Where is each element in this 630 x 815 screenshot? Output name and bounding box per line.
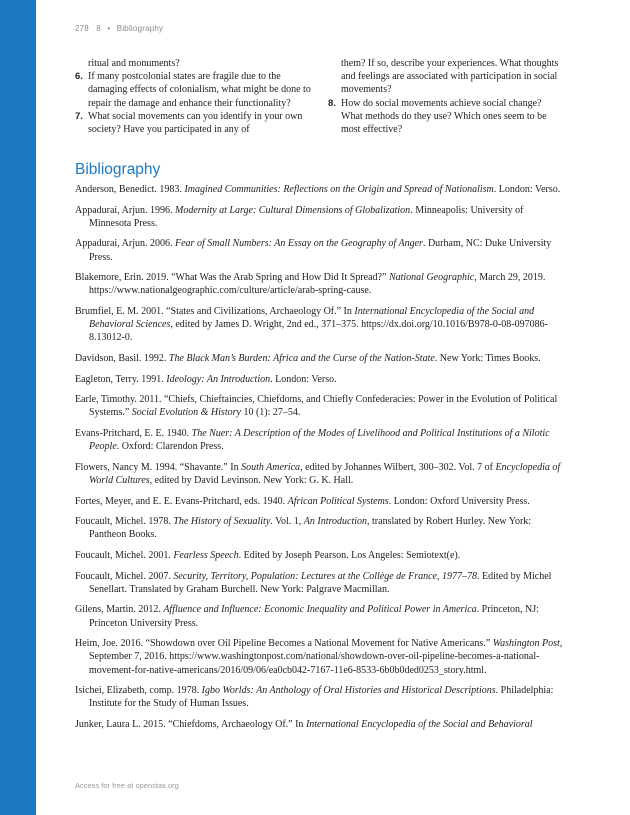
entry-text: . Vol. 1, [270,516,304,528]
entry-text: Foucault, Michel. 2007. [75,570,174,582]
entry-title: The History of Sexuality [173,516,271,528]
entry-title: Social Evolution & History [131,407,241,419]
entry-title: International Encyclopedia of the Social and Behavioral [305,718,533,730]
entry-text: 10 (1): 27–54. [240,407,301,419]
entry-title: An Introduction [303,516,368,528]
entry-text: , edited by Johannes Wilbert, 300–302. Vol. 7 of [300,461,496,473]
entry-text: Junker, Laura L. 2015. “Chiefdoms, Archaeology Of.” In [75,718,306,730]
entry-text: . Oxford: Clarendon Press. [116,441,224,453]
bibliography-entry [75,204,565,230]
question-number: 7. [75,110,83,122]
entry-title: Washington Post [492,638,560,650]
entry-text: . Philadelphia: Institute for the Study of Human Issues. [89,685,554,710]
bibliography-entry [75,718,565,731]
entry-title: Fearless Speech [173,549,239,561]
entry-text: Anderson, Benedict. 1983. [75,184,185,195]
entry-text: , edited by James D. Wright, 2nd ed., 371–375. https://dx.doi.org/10.1016/B978-0-08-097086-8.13012-0. [89,319,548,344]
entry-text: . Edited by Joseph Pearson. Los Angeles: Semiotext(e). [238,549,461,561]
bibliography-entry [75,495,565,508]
bibliography-entry [75,373,565,386]
question-text: What social movements can you identify in your own society? Have you participated in any of [88,110,303,136]
entry-text: . Minneapolis: University of Minnesota Press. [89,204,524,229]
entry-text: . London: Oxford University Press. [388,495,530,507]
header-separator: • [107,24,111,33]
entry-title: Imagined Communities: Reflections on the Origin and Spread of Nationalism [184,184,494,195]
entry-title: Ideology: An Introduction [166,373,271,385]
entry-text: , September 7, 2016. https://www.washingtonpost.com/national/showdown-over-oil-pipeline-becomes-a-national-movement-for-native-americans/2016/09/06/ea0cb042-7167-11e6-8533-6b0b0ded0253_story.html. [89,638,563,676]
page-number: 278 [75,24,89,33]
question-number: 8. [328,97,336,109]
bibliography-entry [75,427,565,453]
bibliography-entry [75,352,565,365]
entry-text: Eagleton, Terry. 1991. [75,373,167,385]
entry-text: . Princeton, NJ: Princeton University Press. [89,604,539,629]
entry-title: Encyclopedia of World Cultures [89,461,561,486]
question-number: 6. [75,71,83,83]
question-item [328,57,565,97]
entry-title: International Encyclopedia of the Social and Behavioral Sciences [89,305,535,331]
entry-text: Evans-Pritchard, E. E. 1940. [75,427,192,439]
question-item [75,57,312,70]
bibliography-entry [75,515,565,541]
bibliography-entry [75,684,565,710]
entry-title: Fear of Small Numbers: An Essay on the Geography of Anger [175,238,423,250]
entry-text: . Edited by Michel Senellart. Translated by Graham Burchell. New York: Palgrave Macmillan. [89,570,552,595]
entry-text: Isichei, Elizabeth, comp. 1978. [75,685,202,697]
entry-text: . New York: Times Books. [434,352,541,364]
bibliography-entry [75,637,565,677]
entry-text: Heim, Joe. 2016. “Showdown over Oil Pipeline Becomes a National Movement for Native Americans.” [75,638,493,650]
entry-title: National Geographic [388,272,475,284]
section-title: Bibliography [116,24,164,33]
entry-text: Blakemore, Erin. 2019. “What Was the Arab Spring and How Did It Spread?” [75,272,389,284]
entry-text: Earle, Timothy. 2011. “Chiefs, Chieftaincies, Chiefdoms, and Chiefly Confederacies: Power in the Evolution of Political Systems.” [75,394,558,419]
entry-title: The Black Man’s Burden: Africa and the Curse of the Nation-State [168,352,435,364]
question-item [75,70,312,110]
entry-text: Appadurai, Arjun. 2006. [75,238,175,250]
entry-text: Gilens, Martin. 2012. [75,604,164,616]
bibliography-entry [75,305,565,345]
entry-title: Security, Territory, Population: Lectures at the Collège de France, 1977–78 [173,570,477,582]
bibliography-heading: Bibliography [75,161,161,178]
question-text: ritual and monuments? [88,58,180,69]
entry-text: , translated by Robert Hurley. New York: Pantheon Books. [89,516,532,541]
bibliography-entry [75,603,565,629]
question-text: them? If so, describe your experiences. What thoughts and feelings are associated with participation in social movements? [341,58,559,96]
question-item [328,97,565,137]
entry-text: . Durham, NC: Duke University Press. [89,238,552,263]
review-questions [75,57,565,136]
entry-title: The Nuer: A Description of the Modes of Livelihood and Political Institutions of a Nilotic People [89,427,550,453]
entry-title: Modernity at Large: Cultural Dimensions of Globalization [175,204,411,216]
entry-text: Brumfiel, E. M. 2001. “States and Civilizations, Archaeology Of.” In [75,305,355,317]
entry-text: . London: Verso. [270,373,337,385]
bibliography-entry [75,393,565,419]
entry-title: African Political Systems [287,495,389,507]
entry-text: . London: Verso. [493,184,561,195]
question-item [75,110,312,136]
bibliography-entry [75,570,565,596]
questions-right-column [328,57,565,136]
bibliography-entry [75,237,565,263]
running-header [75,24,163,33]
entry-text: Davidson, Basil. 1992. [75,352,169,364]
question-text: If many postcolonial states are fragile due to the damaging effects of colonialism, what might be done to repair the damage and enhance their functionality? [88,71,311,109]
question-text: How do social movements achieve social change? What methods do they use? Which ones seem to be most effective? [341,97,547,136]
questions-left-column [75,57,312,136]
chapter-color-band [0,0,36,815]
entry-text: Appadurai, Arjun. 1996. [75,204,175,216]
entry-text: Fortes, Meyer, and E. E. Evans-Pritchard, eds. 1940. [75,495,288,507]
entry-title: Affluence and Influence: Economic Inequality and Political Power in America [163,604,477,616]
entry-text: , edited by David Levinson. New York: G. K. Hall. [149,474,354,486]
footer-access-note: Access for free at openstax.org [75,781,179,790]
bibliography-entry [75,183,565,196]
entry-title: Igbo Worlds: An Anthology of Oral Histories and Historical Descriptions [201,685,496,697]
entry-text: Flowers, Nancy M. 1994. “Shavante.” In [75,461,242,473]
entry-text: , March 29, 2019. https://www.nationalgeographic.com/culture/article/arab-spring-cause. [89,272,546,297]
chapter-number: 8 [96,24,101,33]
entry-text: Foucault, Michel. 2001. [75,549,174,561]
bibliography-list [75,183,565,739]
bibliography-entry [75,461,565,487]
entry-text: Foucault, Michel. 1978. [75,516,174,528]
bibliography-entry [75,549,565,562]
bibliography-entry [75,271,565,297]
entry-title: South America [241,461,301,473]
